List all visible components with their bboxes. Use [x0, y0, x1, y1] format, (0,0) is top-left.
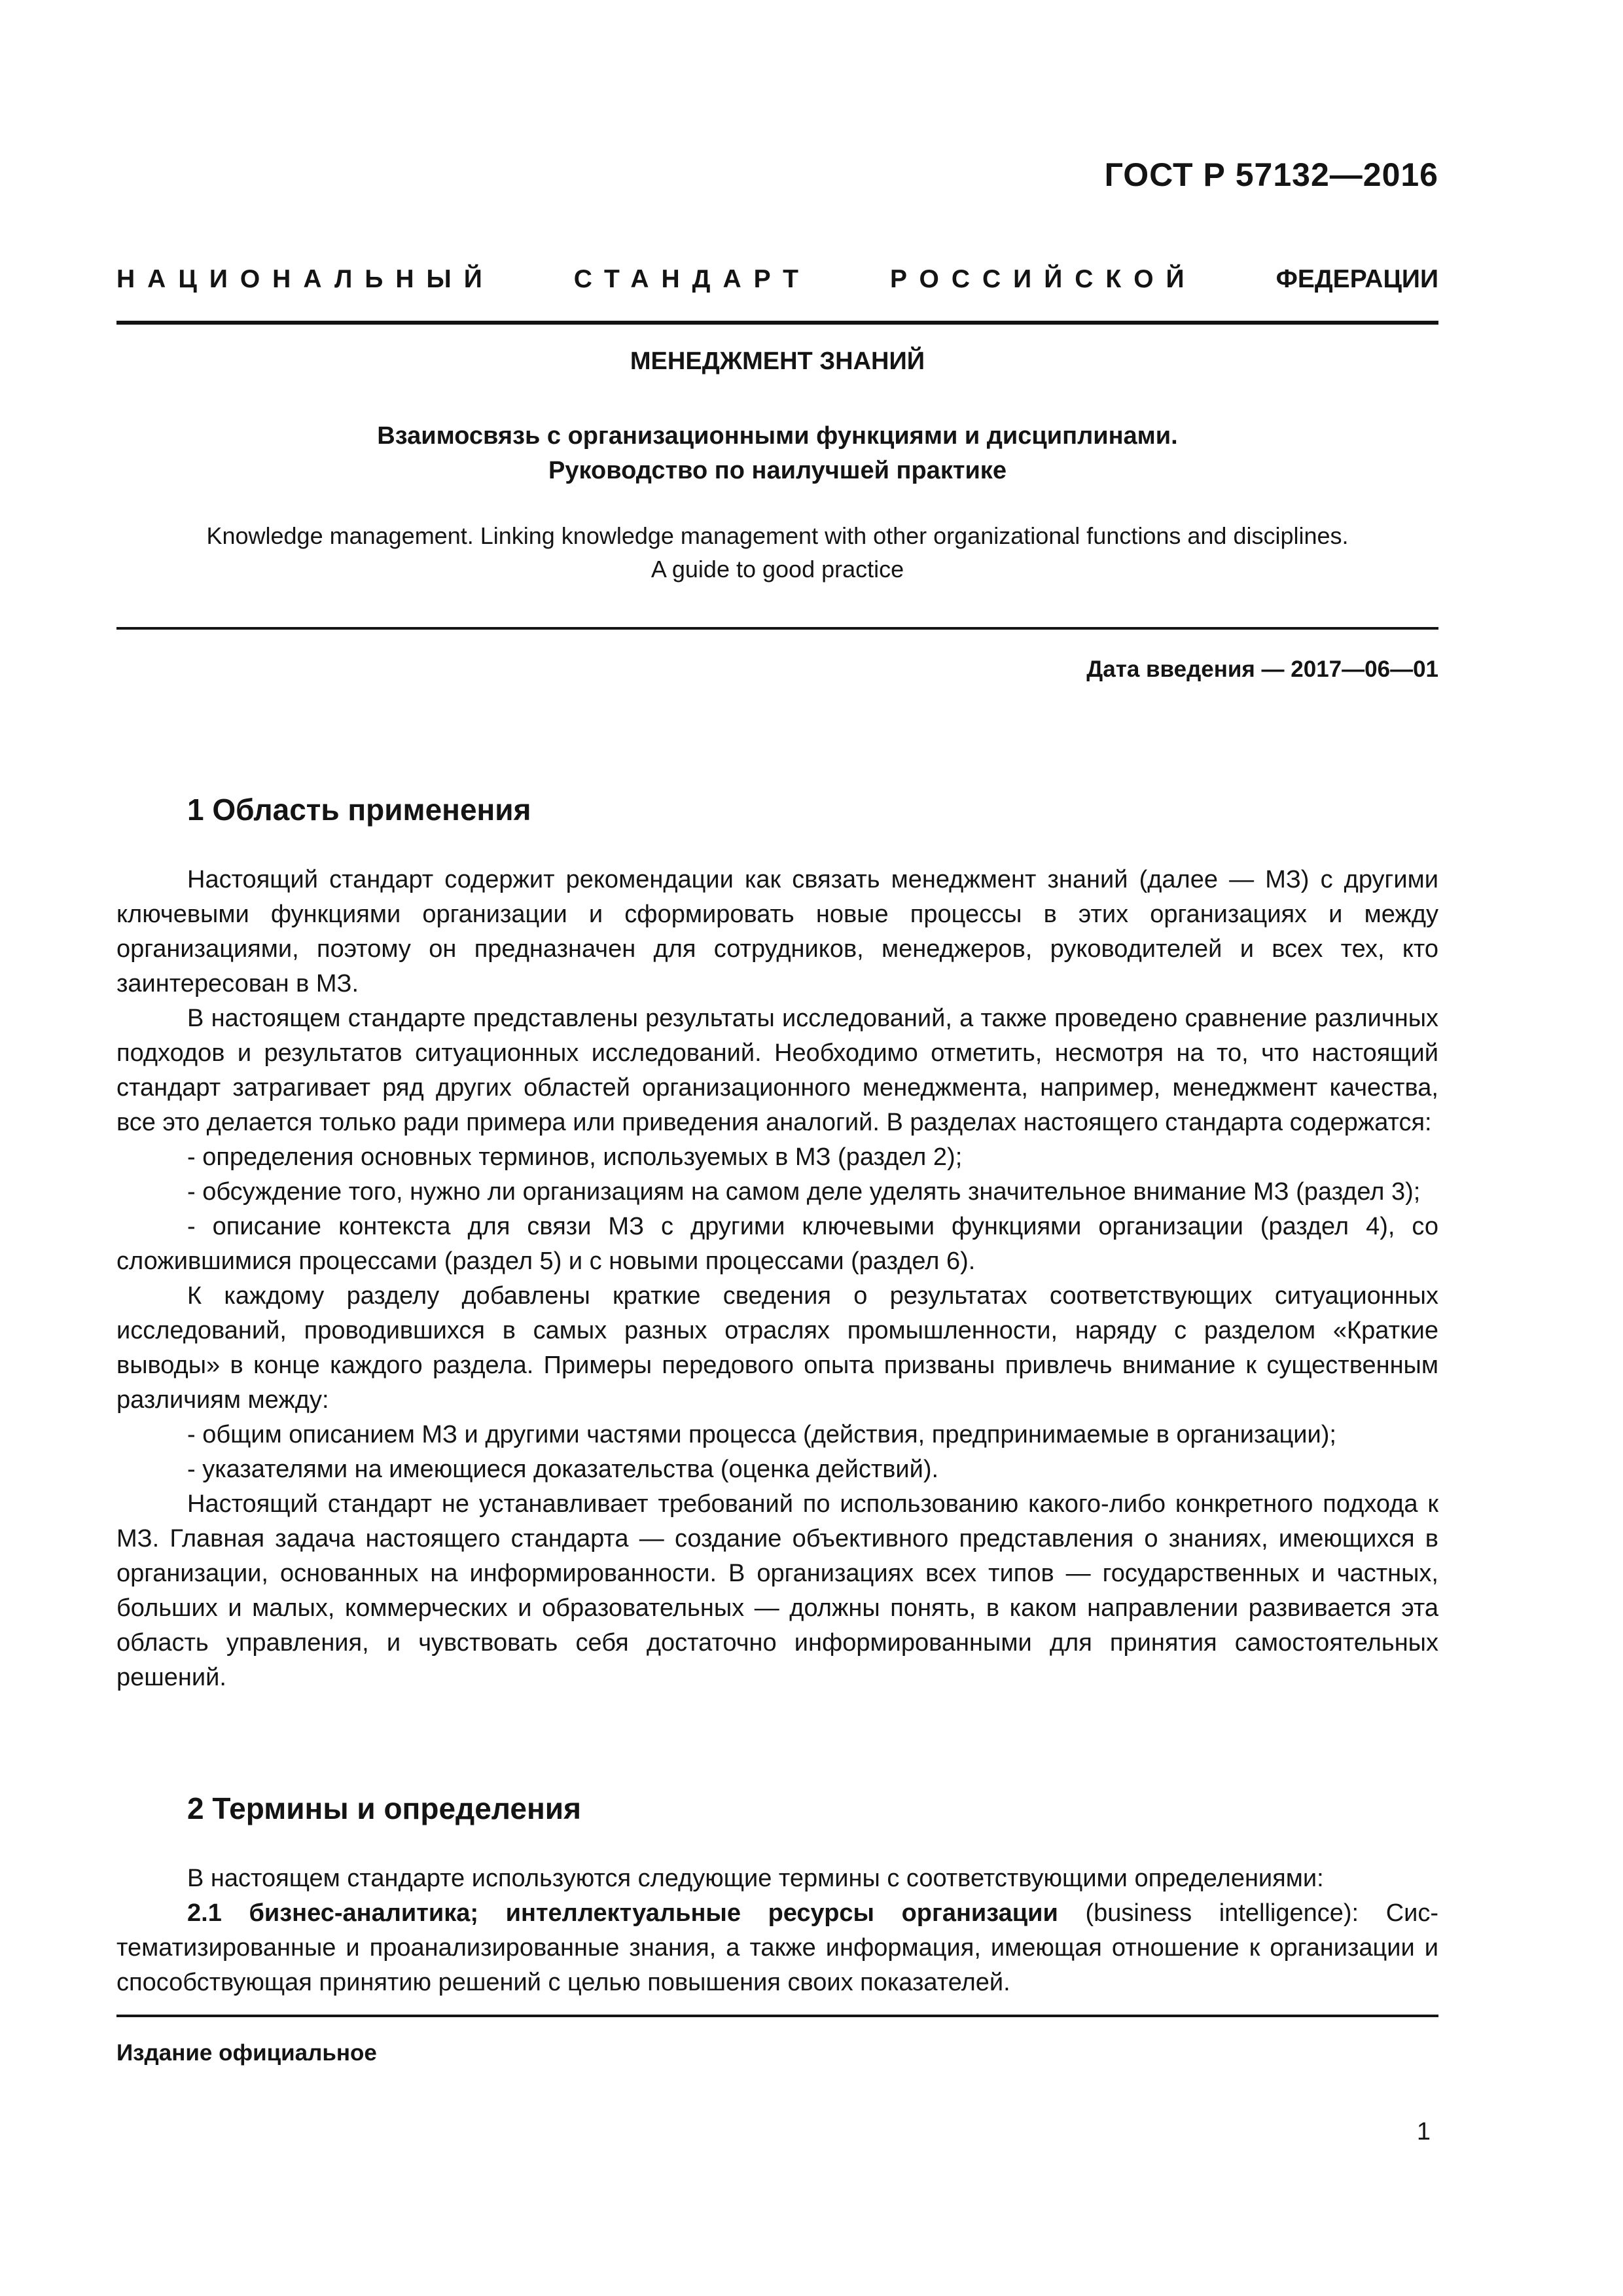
paragraph: Настоящий стандарт содержит рекомендации как связать менеджмент знаний (далее — МЗ) с другими ключевыми функциями организации и сформировать новые процессы в этих организациях и между организациями, поэтому он предназначен для сотрудников, менеджеров, руководителей и всех тех, кто заинтересован в МЗ. [116, 866, 1438, 997]
page-number: 1 [1416, 2118, 1431, 2145]
term-definition-text: Систематизированные и проанализированные знания, а также информация, имеющая отношение к организации и способствующая принятию решений с целью повышения своих показателей. [116, 1899, 1439, 1996]
paragraph: В настоящем стандарте представлены результаты исследований, а также проведено сравнение различных подходов и результатов ситуационных исследований. Необходимо отметить, несмотря на то, что настоящий стандарт затрагивает ряд других областей организационного менеджмента, например, менеджмент качества, все это делается только ради примера или приведения аналогий. В разделах настоящего стандарта содержатся: [116, 1005, 1438, 1136]
term-english: (business intelligence): [1085, 1899, 1359, 1927]
header-divider [116, 321, 1438, 325]
title-divider [116, 627, 1438, 630]
document-code: ГОСТ Р 57132—2016 [1104, 156, 1438, 193]
paragraph: К каждому разделу добавлены краткие сведения о результатах соответствующих ситуационных исследований, проводившихся в самых разных отраслях промышленности, наряду с разделом «Краткие выводы» в конце каждого раздела. Примеры передового опыта призваны привлечь внимание к существенным различиям между: [116, 1282, 1438, 1414]
section-1-heading: 1 Область применения [187, 793, 531, 827]
banner-word: ФЕДЕРАЦИИ [1275, 265, 1438, 293]
section-1-body [116, 863, 1438, 1695]
list-item: - общим описанием МЗ и другими частями процесса (действия, предпринимаемые в организации); [187, 1421, 1336, 1448]
introduction-date: Дата введения — 2017—06—01 [1086, 656, 1438, 682]
subtitle-line: Руководство по наилучшей практике [548, 457, 1007, 484]
paragraph: Настоящий стандарт не устанавливает требований по использованию какого-либо конкретного подхода к МЗ. Главная задача настоящего стандарта — создание объективного представления о знаниях, имеющихся в организации, основанных на информированности. В организациях всех типов — государственных и частных, больших и малых, коммерческих и образовательных — должны понять, в каком направлении развивается эта область управления, и чувствовать себя достаточно информированными для принятия самостоятельных решений. [116, 1490, 1438, 1691]
subtitle-line: Взаимосвязь с организационными функциями и дисциплинами. [377, 422, 1178, 450]
paragraph: В настоящем стандарте используются следующие термины с соответствующими определениями: [187, 1865, 1324, 1892]
term-name: бизнес-аналитика; интеллектуальные ресурсы организации [249, 1899, 1058, 1927]
official-edition-label: Издание официальное [116, 2040, 377, 2066]
list-item: - указателями на имеющиеся доказательства (оценка действий). [187, 1456, 939, 1483]
banner-word: НАЦИОНАЛЬНЫЙ [116, 265, 495, 293]
banner-word: РОССИЙСКОЙ [890, 265, 1197, 293]
section-2-body [116, 1861, 1438, 2000]
english-title-line: A guide to good practice [651, 556, 904, 583]
term-definition [116, 1896, 1438, 2000]
list-item: - определения основных терминов, используемых в МЗ (раздел 2); [187, 1143, 963, 1171]
english-title [116, 519, 1438, 586]
english-title-line: Knowledge management. Linking knowledge management with other organizational functions and disciplines. [206, 522, 1349, 549]
section-2-heading: 2 Термины и определения [187, 1791, 581, 1825]
list-item: - описание контекста для связи МЗ с другими ключевыми функциями организации (раздел 4), со сложившимися процессами (раздел 5) и с новыми процессами (раздел 6). [116, 1213, 1438, 1275]
term-number: 2.1 [187, 1899, 222, 1927]
banner-word: СТАНДАРТ [573, 265, 811, 293]
document-title: МЕНЕДЖМЕНТ ЗНАНИЙ [630, 348, 925, 375]
list-item: - обсуждение того, нужно ли организациям на самом деле уделять значительное внимание МЗ (раздел 3); [187, 1178, 1421, 1206]
footer-divider [116, 2015, 1438, 2017]
document-subtitle [116, 419, 1438, 488]
national-standard-banner [116, 265, 1438, 294]
